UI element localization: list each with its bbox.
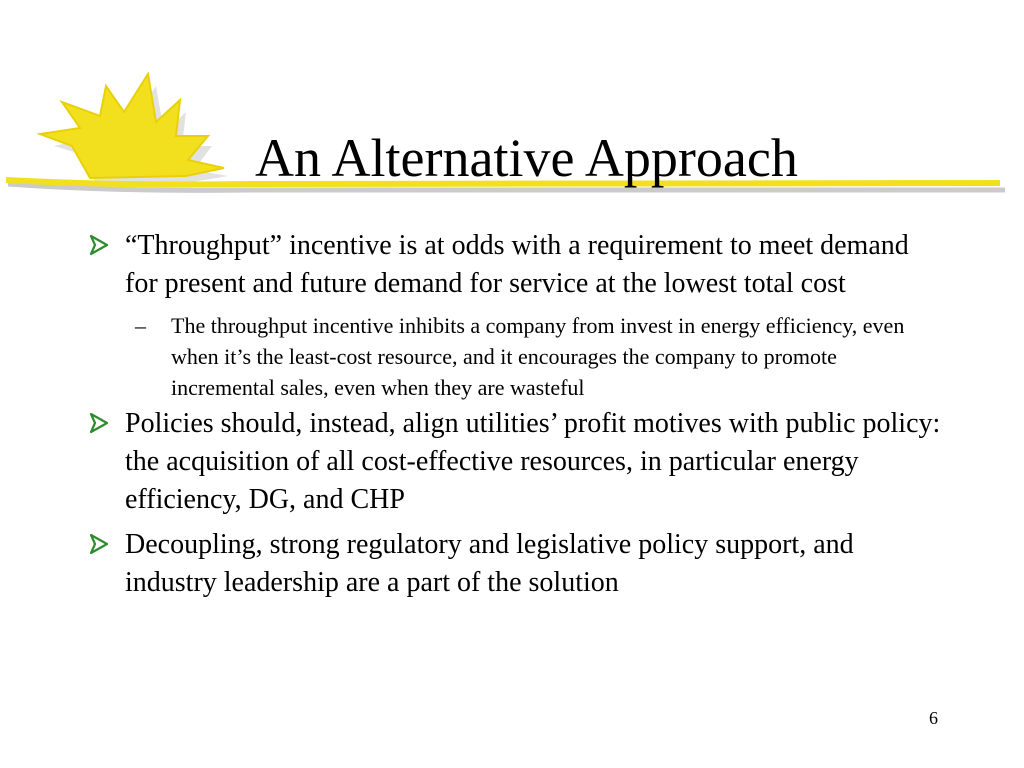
bullet-item bbox=[85, 227, 945, 303]
starburst-icon bbox=[40, 74, 224, 178]
bullet-item bbox=[85, 405, 945, 519]
sub-bullet-item bbox=[85, 310, 945, 403]
dash-bullet-marker: – bbox=[135, 313, 146, 338]
page-number: 6 bbox=[929, 708, 938, 728]
bullet-text: Policies should, instead, align utilities’ profit motives with public policy: the acquisition of all cost-effective resources, in particular energy efficiency, DG, and CHP bbox=[125, 408, 941, 515]
arrow-bullet-icon bbox=[88, 533, 110, 555]
bullet-text: “Throughput” incentive is at odds with a requirement to meet demand for present and future demand for service at the lowest total cost bbox=[125, 230, 909, 299]
bullet-text: Decoupling, strong regulatory and legislative policy support, and industry leadership are a part of the solution bbox=[125, 529, 854, 598]
arrow-bullet-icon bbox=[88, 412, 110, 434]
arrow-bullet-icon bbox=[88, 234, 110, 256]
sub-bullet-text: The throughput incentive inhibits a company from invest in energy efficiency, even when it’s the least-cost resource, and it encourages the company to promote incremental sales, even when they are wasteful bbox=[171, 313, 905, 400]
title-decoration bbox=[0, 0, 1024, 230]
slide-title: An Alternative Approach bbox=[255, 128, 798, 188]
bullet-item bbox=[85, 526, 945, 602]
bullet-list bbox=[85, 227, 945, 609]
sub-bullet-list bbox=[85, 310, 945, 403]
